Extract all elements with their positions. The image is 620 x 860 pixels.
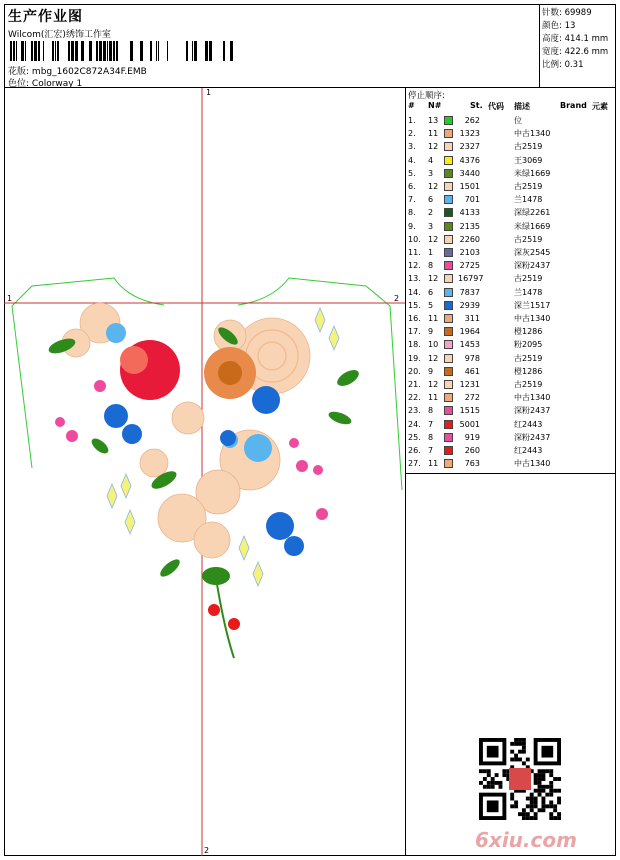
header-panel — [4, 4, 540, 88]
table-row — [408, 404, 614, 417]
colorway-value: Colorway 1 — [31, 79, 83, 89]
row-stitches: 2103 — [459, 248, 480, 257]
row-needle: 3 — [428, 168, 434, 178]
row-index: 5. — [408, 168, 416, 178]
row-desc: 古2519 — [514, 142, 543, 152]
table-row — [408, 391, 614, 404]
row-desc: 米绿1669 — [514, 221, 551, 231]
col-brand: Brand — [560, 101, 587, 110]
row-stitches: 1323 — [459, 129, 480, 139]
row-desc: 粉2095 — [514, 340, 543, 350]
row-index: 27. — [408, 459, 421, 469]
table-row — [408, 338, 614, 351]
pattern-file: mbg_1602C872A34F.EMB — [31, 67, 147, 77]
row-needle: 7 — [428, 446, 434, 455]
color-swatch — [444, 327, 453, 336]
row-stitches: 16797 — [458, 274, 484, 284]
color-swatch — [444, 208, 453, 217]
row-index: 14. — [408, 287, 421, 297]
row-desc: 位 — [514, 116, 522, 125]
color-swatch — [444, 235, 453, 244]
row-needle: 12 — [428, 380, 439, 389]
row-needle: 2 — [428, 208, 434, 218]
table-row — [408, 352, 614, 365]
row-stitches: 3440 — [459, 168, 480, 178]
row-index: 6. — [408, 182, 416, 191]
row-stitches: 262 — [464, 116, 480, 125]
row-index: 16. — [408, 314, 421, 323]
row-stitches: 1231 — [459, 380, 480, 389]
row-stitches: 311 — [464, 314, 480, 323]
stop-table-header — [408, 101, 614, 112]
table-divider — [406, 473, 616, 474]
row-stitches: 1453 — [459, 340, 480, 350]
row-stitches: 4133 — [459, 208, 480, 218]
col-desc: 描述 — [514, 102, 530, 111]
color-swatch — [444, 354, 453, 363]
row-desc: 深绿2261 — [514, 208, 551, 218]
table-row — [408, 365, 614, 378]
color-swatch — [444, 406, 453, 415]
row-desc: 古2519 — [514, 353, 543, 363]
table-row — [408, 114, 614, 127]
row-stitches: 2135 — [459, 221, 480, 231]
row-desc: 古2519 — [514, 182, 543, 191]
row-index: 25. — [408, 432, 421, 442]
row-stitches: 7837 — [459, 287, 480, 297]
row-needle: 1 — [428, 248, 434, 257]
row-needle: 6 — [428, 287, 434, 297]
row-needle: 11 — [428, 314, 439, 323]
row-stitches: 1515 — [459, 406, 480, 416]
color-swatch — [444, 248, 453, 257]
row-stitches: 2327 — [459, 142, 480, 152]
row-index: 22. — [408, 393, 421, 403]
table-row — [408, 167, 614, 180]
row-stitches: 763 — [464, 459, 480, 469]
row-desc: 橙1286 — [514, 366, 543, 376]
row-desc: 中古1340 — [514, 129, 551, 139]
color-count: 颜色: 13 — [542, 21, 576, 31]
color-swatch — [444, 459, 453, 468]
color-swatch — [444, 169, 453, 178]
qr-code-image — [479, 738, 561, 820]
table-row — [408, 154, 614, 167]
color-swatch — [444, 182, 453, 191]
row-desc: 深灰2545 — [514, 248, 551, 257]
col-stitches: St. — [470, 101, 483, 110]
row-stitches: 1964 — [459, 327, 480, 337]
col-index: # — [408, 101, 415, 110]
col-code: 代码 — [488, 102, 504, 111]
row-needle: 9 — [428, 366, 434, 376]
row-desc: 红2443 — [514, 446, 543, 455]
design-height: 高度: 414.1 mm — [542, 34, 609, 44]
table-row — [408, 180, 614, 193]
axis-label-bottom: 2 — [204, 846, 210, 855]
row-stitches: 919 — [464, 432, 480, 442]
row-needle: 11 — [428, 459, 439, 469]
row-needle: 12 — [428, 234, 439, 244]
table-row — [408, 325, 614, 338]
row-stitches: 2260 — [459, 234, 480, 244]
row-desc: 深兰1517 — [514, 300, 551, 310]
row-needle: 12 — [428, 182, 439, 191]
row-stitches: 5001 — [459, 419, 480, 429]
row-index: 20. — [408, 366, 421, 376]
row-needle: 11 — [428, 129, 439, 139]
color-swatch — [444, 142, 453, 151]
colorway-label: 色位: — [8, 79, 30, 89]
table-row — [408, 378, 614, 391]
row-needle: 9 — [428, 327, 434, 337]
row-desc: 橙1286 — [514, 327, 543, 337]
table-row — [408, 246, 614, 259]
row-needle: 6 — [428, 195, 434, 205]
axis-label-left: 1 — [7, 294, 13, 303]
row-needle: 4 — [428, 155, 434, 165]
row-index: 9. — [408, 221, 416, 231]
axis-label-top: 1 — [206, 88, 212, 97]
row-desc: 王3069 — [514, 155, 543, 165]
stop-sequence-panel — [406, 88, 616, 856]
studio-name: Wilcom(汇宏)绣饰工作室 — [8, 30, 111, 40]
row-needle: 10 — [428, 340, 439, 350]
table-row — [408, 206, 614, 219]
design-canvas — [4, 88, 406, 856]
row-index: 4. — [408, 155, 416, 165]
row-desc: 兰1478 — [514, 195, 543, 205]
pattern-label: 花版: — [8, 67, 30, 77]
row-needle: 12 — [428, 274, 439, 284]
row-index: 15. — [408, 300, 421, 310]
color-swatch — [444, 288, 453, 297]
table-row — [408, 140, 614, 153]
row-desc: 中古1340 — [514, 459, 551, 469]
color-swatch — [444, 367, 453, 376]
table-row — [408, 299, 614, 312]
stop-sequence-title: 停止顺序: — [408, 91, 445, 101]
row-desc: 古2519 — [514, 274, 543, 284]
color-swatch — [444, 156, 453, 165]
row-desc: 古2519 — [514, 380, 543, 389]
row-needle: 8 — [428, 432, 434, 442]
row-needle: 8 — [428, 261, 434, 271]
stitch-count: 针数: 69989 — [542, 8, 592, 18]
row-index: 17. — [408, 327, 421, 337]
color-swatch — [444, 420, 453, 429]
color-swatch — [444, 301, 453, 310]
row-stitches: 272 — [464, 393, 480, 403]
table-row — [408, 193, 614, 206]
row-desc: 兰1478 — [514, 287, 543, 297]
row-desc: 深粉2437 — [514, 406, 551, 416]
row-desc: 古2519 — [514, 234, 543, 244]
table-row — [408, 259, 614, 272]
color-swatch — [444, 380, 453, 389]
row-needle: 3 — [428, 221, 434, 231]
col-needle: N# — [428, 101, 442, 110]
row-index: 13. — [408, 274, 421, 284]
axis-label-right: 2 — [394, 294, 400, 303]
row-needle: 12 — [428, 353, 439, 363]
watermark-text: 6xiu.com — [475, 828, 577, 852]
row-stitches: 2725 — [459, 261, 480, 271]
row-index: 7. — [408, 195, 416, 205]
barcode-image — [10, 41, 236, 61]
row-index: 19. — [408, 353, 421, 363]
table-row — [408, 272, 614, 285]
table-row — [408, 220, 614, 233]
page-title: 生产作业图 — [8, 9, 83, 25]
row-desc: 深粉2437 — [514, 432, 551, 442]
row-needle: 8 — [428, 406, 434, 416]
table-row — [408, 457, 614, 470]
table-row — [408, 127, 614, 140]
color-swatch — [444, 433, 453, 442]
design-scale: 比例: 0.31 — [542, 60, 584, 70]
stats-panel — [540, 4, 616, 88]
row-index: 1. — [408, 116, 416, 125]
table-row — [408, 444, 614, 457]
row-needle: 7 — [428, 419, 434, 429]
col-element: 元素 — [592, 102, 608, 111]
row-index: 2. — [408, 129, 416, 139]
row-desc: 深粉2437 — [514, 261, 551, 271]
color-swatch — [444, 116, 453, 125]
embroidery-preview — [4, 88, 406, 856]
row-stitches: 2939 — [459, 300, 480, 310]
row-needle: 11 — [428, 393, 439, 403]
color-swatch — [444, 340, 453, 349]
row-needle: 12 — [428, 142, 439, 152]
table-row — [408, 418, 614, 431]
row-index: 11. — [408, 248, 421, 257]
color-swatch — [444, 261, 453, 270]
design-width: 宽度: 422.6 mm — [542, 47, 609, 57]
row-stitches: 4376 — [459, 155, 480, 165]
table-row — [408, 312, 614, 325]
row-stitches: 978 — [464, 353, 480, 363]
color-swatch — [444, 446, 453, 455]
color-swatch — [444, 195, 453, 204]
row-stitches: 461 — [464, 366, 480, 376]
row-index: 8. — [408, 208, 416, 218]
table-row — [408, 233, 614, 246]
row-desc: 米绿1669 — [514, 168, 551, 178]
row-index: 26. — [408, 446, 421, 455]
row-index: 21. — [408, 380, 421, 389]
table-row — [408, 431, 614, 444]
row-index: 18. — [408, 340, 421, 350]
row-desc: 红2443 — [514, 419, 543, 429]
color-swatch — [444, 393, 453, 402]
color-swatch — [444, 222, 453, 231]
color-swatch — [444, 274, 453, 283]
row-desc: 中古1340 — [514, 393, 551, 403]
row-needle: 13 — [428, 116, 439, 125]
row-index: 24. — [408, 419, 421, 429]
row-index: 10. — [408, 234, 421, 244]
color-swatch — [444, 129, 453, 138]
row-needle: 5 — [428, 300, 434, 310]
table-row — [408, 286, 614, 299]
row-index: 12. — [408, 261, 421, 271]
row-stitches: 260 — [464, 446, 480, 455]
row-index: 3. — [408, 142, 416, 152]
row-index: 23. — [408, 406, 421, 416]
row-stitches: 701 — [464, 195, 480, 205]
row-stitches: 1501 — [459, 182, 480, 191]
row-desc: 中古1340 — [514, 314, 551, 323]
color-swatch — [444, 314, 453, 323]
